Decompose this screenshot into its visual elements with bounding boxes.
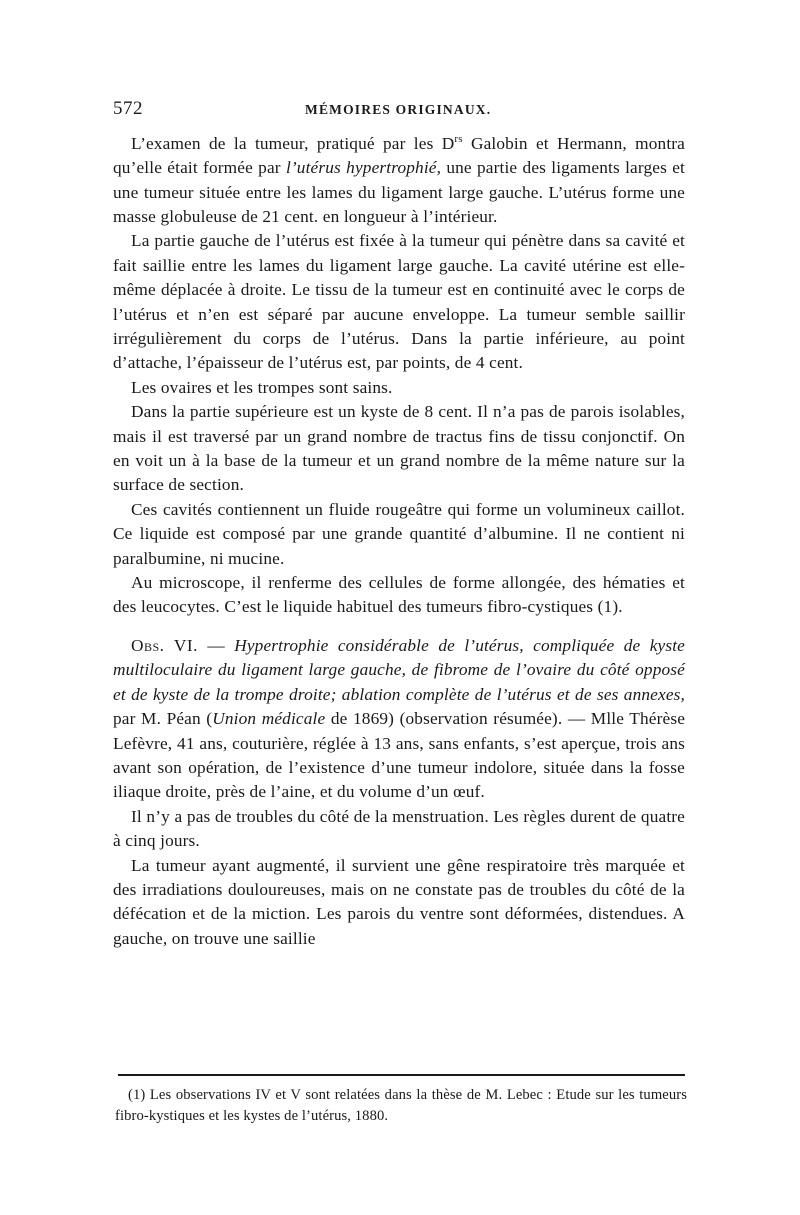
observation-dash: — [197,635,235,655]
observation-vi-paragraph [113,634,685,805]
page-number: 572 [113,98,143,119]
running-title: MÉMOIRES ORIGINAUX. [305,102,492,117]
footnote-text: (1) Les observations IV et V sont relatées dans la thèse de M. Lebec : Etude sur les tumeurs fibro-kystiques et les kystes de l’utérus, 1880. [115,1087,687,1124]
observation-title: Hypertrophie considérable de l’utérus, compliquée de kyste multiloculaire du ligament large gauche, de fibrome de l’ovaire du côté opposé et de kyste de la trompe droite; ablation complète de l’utérus et de ses annexes, [113,635,686,704]
footnote-divider [118,1074,685,1076]
paragraph-9: La tumeur ayant augmenté, il survient une gêne respiratoire très marquée et des irradiations douloureuses, mais on ne constate pas de troubles du côté de la défécation et de la miction. Les parois du ventre sont déformées, distendues. A gauche, on trouve une saillie [113,855,685,948]
observation-text-b: de 1869) (observation résumée). — Mlle Thérèse Lefèvre, 41 ans, couturière, réglée à 13 ans, sans enfants, s’est aperçue, trois ans avant son opération, de l’existence d’une tumeur indolore, située dans la fosse iliaque droite, près de l’aine, et du volume d’un œuf. [113,709,686,802]
observation-text-a: par M. Péan ( [113,709,213,729]
paragraph-1-text-b: Galobin et Hermann, montra qu’elle était formée par [113,133,686,178]
footnote [115,1085,687,1127]
paragraph-5: Ces cavités contiennent un fluide rougeâtre qui forme un volumineux caillot. Ce liquide est composé par une grande quantité d’albumine. Il ne contient ni paralbumine, ni mucine. [113,499,685,568]
body-text [113,127,685,951]
journal-name: Union médicale [212,709,326,729]
page-header [113,98,688,120]
paragraph-3: Les ovaires et les trompes sont sains. [131,377,393,397]
paragraph-1 [113,127,685,229]
paragraph-1-text-a: L’examen de la tumeur, pratiqué par les D [131,133,455,153]
paragraph-1-text-c: une partie des ligaments larges et une tumeur située entre les lames du ligament large gauche. L’utérus forme une masse globuleuse de 21 cent. en longueur à l’intérieur. [113,158,685,226]
paragraph-8: Il n’y a pas de troubles du côté de la menstruation. Les règles durent de quatre à cinq jours. [113,806,685,851]
paragraph-4: Dans la partie supérieure est un kyste de 8 cent. Il n’a pas de parois isolables, mais il est traversé par un grand nombre de tractus fins de tissu conjonctif. On en voit un à la base de la tumeur et un grand nombre de la même nature sur la surface de section. [113,402,685,495]
paragraph-2: La partie gauche de l’utérus est fixée à la tumeur qui pénètre dans sa cavité et fait saillie entre les lames du ligament large gauche. La cavité utérine est elle-même déplacée à droite. Le tissu de la tumeur est en continuité avec le corps de l’utérus et n’en est séparé par aucune enveloppe. La tumeur semble saillir irrégulièrement du corps de l’utérus. Dans la partie inférieure, au point d’attache, l’épaisseur de l’utérus est, par points, de 4 cent. [113,231,685,373]
paragraph-1-italic: l’utérus hypertrophié, [285,158,442,178]
observation-label: Obs. VI. [131,635,198,655]
doctors-superscript: rs [454,133,463,145]
paragraph-6: Au microscope, il renferme des cellules de forme allongée, des hématies et des leucocytes. C’est le liquide habituel des tumeurs fibro-cystiques (1). [113,573,685,617]
